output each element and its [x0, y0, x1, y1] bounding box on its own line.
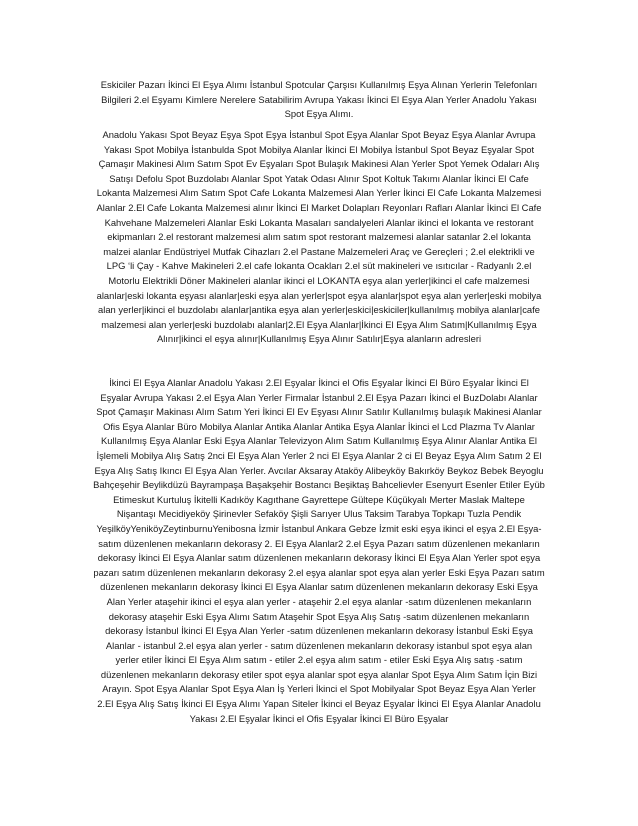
intro-paragraph: Eskiciler Pazarı İkinci El Eşya Alımı İstanbul Spotcular Çarşısı Kullanılmış Eşya Alınan Yerlerin Telefonları Bilgileri 2.el Eşyamı Kimlere Nerelere Satabilirim Avrupa Yakası İkinci El Eşya Alan Yerler Anadolu Yakası Spot Eşya Alımı. [100, 79, 538, 120]
locations-paragraph: İkinci El Eşya Alanlar Anadolu Yakası 2.El Eşyalar İkinci el Ofis Eşyalar İkinci El Büro Eşyalar İkinci El Eşyalar Avrupa Yakası 2.el Eşya Alan Yerler Firmalar İstanbul 2.El Eşya Pazarı İkinci el BuzDolabı Alanlar Spot Çamaşır Makinası Alım Satım Yeri İkinci El Ev Eşyası Alınır Satılır Kullanılmış bulaşık Makinesi Alanlar Ofis Eşya Alanlar Büro Mobilya Alanlar Antika Alanlar Antika Eşya Alanlar İkinci el Lcd Plazma Tv Alanlar Kullanılmış Eşya Alanlar Eski Eşya Alanlar Televizyon Alım Satım Kullanılmış Eşya Alınır Alanlar Antika El İşlemeli Mobilya Alış Satış 2nci El Eşya Alan Yerler 2 nci El Eşya Alanlar 2 ci El Beyaz Eşya Alım Satım 2 El Eşya Alış Satış Ikıncı El Eşya Alan Yerler. Avcılar Aksaray Ataköy Alibeyköy Bakırköy Beykoz Bebek Beyoglu Bahçeşehir Beylikdüzü Bayrampaşa Başakşehir Bostancı Beşiktaş Bahcelievler Esenyurt Esenler Etiler Eyüb Etimeskut Kurtuluş İkitelli Kadıköy Kagıthane Gayrettepe Gültepe Küçükyalı Merter Maslak Maltepe Nişantaşı Mecidiyeköy Şirinevler Sefaköy Şişli Sarıyer Ulus Taksim Tarabya Topkapı Tuzla Pendik YeşilköyYeniköyZeytinburnuYenibosna İzmir İstanbul Ankara Gebze İzmit eski eşya ikinci el eşya 2.El Eşya- satım düzenlenen mekanların dekorasy 2. El Eşya Alanlar2 2.el Eşya Pazarı satım düzenlenen mekanların dekorasy İkinci El Eşya Alanlar satım düzenlenen mekanların dekorasy İkinci El Eşya Alan Yerler spot eşya pazarı satım düzenlenen mekanların dekorasy 2.el eşya alanlar spot eşya alan yerler Eski Eşya Pazarı satım düzenlenen mekanların dekorasy İkinci El Eşya Alanlar satım düzenlenen mekanların dekorasy Eski Eşya Alan Yerler ataşehir ikinci el eşya alan yerler - ataşehir 2.el eşya alanlar -satım düzenlenen mekanların dekorasy ataşehir Eski Eşya Alımı Satım Ataşehir Spot Eşya Alış Satış -satım düzenlenen mekanların dekorasy İstanbul İkinci El Eşya Alan Yerler -satım düzenlenen mekanların dekorasy İstanbul Eski Eşya Alanlar - istanbul 2.el eşya alan yerler - satım düzenlenen mekanların dekorasy istanbul spot eşya alan yerler etiler İkinci El Eşya Alım satım - etiler 2.el eşya alım satım - etiler Eski Eşya Alış satış -satım düzenlenen mekanların dekorasy etiler spot eşya alanlar spot eşya alanlar Spot Eşya Alım Satım İçin Bizi Arayın. Spot Eşya Alanlar Spot Eşya Alan İş Yerleri İkinci el Spot Mobilyalar Spot Beyaz Eşya Alan Yerler 2.El Eşya Alış Satış İkinci El Eşya Alımı Yapan Siteler İkinci el Beyaz Eşyalar İkinci El Eşya Alanlar Anadolu Yakası 2.El Eşyalar İkinci el Ofis Eşyalar İkinci El Büro Eşyalar [93, 377, 545, 724]
body-paragraph: Anadolu Yakası Spot Beyaz Eşya Spot Eşya İstanbul Spot Eşya Alanlar Spot Beyaz Eşya Alanlar Avrupa Yakası Spot Mobilya İstanbulda Spot Mobilya Alanlar İkinci El Mobilya İstanbul Spot Beyaz Eşyalar Spot Çamaşır Makinesi Alım Satım Spot Ev Eşyaları Spot Bulaşık Makinesi Alan Yerler Spot Yemek Odaları Alış Satışı Defolu Spot Buzdolabı Alanlar Spot Yatak Odası Alınır Spot Koltuk Takımı Alanlar İkinci El Cafe Lokanta Malzemesi Alım Satım Spot Cafe Lokanta Malzemesi Alan Yerler İkinci El Cafe Lokanta Malzemesi Alanlar 2.El Cafe Lokanta Malzemesi alınır İkinci El Market Dolapları Reyonları Rafları Alanlar İkinci El Cafe Kahvehane Malzemeleri Alanlar Eski Lokanta Masaları sandalyeleri Alanlar ikinci el lokanta ve restorant ekipmanları 2.el restorant malzemesi alım satım spot restorant malzemesi alanlar satanlar 2.el lokanta malzei alanlar Endüstriyel Mutfak Cihazları 2.el Pastane Malzemeleri Araç ve Gereçleri ; 2.el elektrikli ve LPG ‘li Çay - Kahve Makineleri 2.el cafe lokanta Ocakları 2.el süt makineleri ve ısıtıcılar - Radyanlı 2.el Motorlu Elektrikli Döner Makineleri alanlar ikinci el LOKANTA eşya alan yerler|ikinci el cafe malzemesi alanlar|eski lokanta eşyası alanlar|eski eşya alan yerler|spot eşya alanlar|spot eşya alan yerler|eski mobilya alan yerler|ikinci el buzdolabı alanlar|antika eşya alan yerler|eskici|eskiciler|kullanılmış mobilya alanlar|cafe malzemesi alan yerler|eski buzdolabı alanlar|2.El Eşya Alanlar|İkinci El Eşya Alım Satım|Kullanılmış Eşya Alınır|ikinci el eşya alınır|Kullanılmış Eşya Alınır Satılır|Eşya alanların adresleri [96, 129, 542, 345]
